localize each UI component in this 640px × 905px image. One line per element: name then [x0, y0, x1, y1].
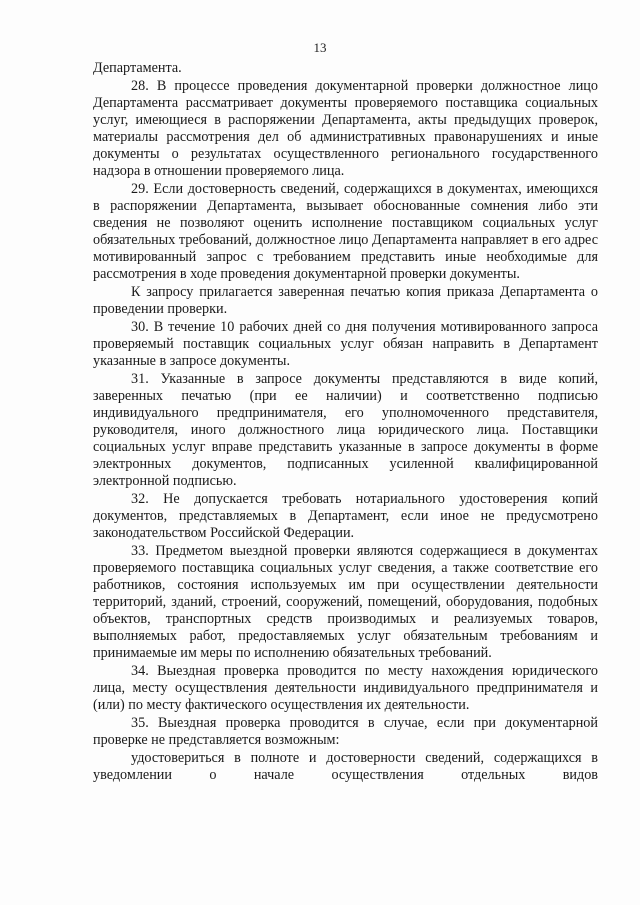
document-body: [93, 60, 598, 785]
page-number: 13: [313, 40, 327, 55]
paragraph-30: 30. В течение 10 рабочих дней со дня получения мотивированного запроса проверяемый поставщик социальных услуг обязан направить в Департамент указанные в запросе документы.: [93, 319, 598, 369]
paragraph-28: 28. В процессе проведения документарной проверки должностное лицо Департамента рассматривает документы проверяемого поставщика социальных услуг, имеющиеся в распоряжении Департамента, акты предыдущих проверок, материалы рассмотрения дел об административных правонарушениях и иные документы о результатах осуществленного регионального государственного надзора в отношении проверяемого лица.: [93, 78, 598, 179]
paragraph-31: 31. Указанные в запросе документы представляются в виде копий, заверенных печатью (при ее наличии) и соответственно подписью индивидуального предпринимателя, его уполномоченного представителя, руководителя, иного должностного лица юридического лица. Поставщики социальных услуг вправе представить указанные в запросе документы в форме электронных документов, подписанных усиленной квалифицированной электронной подписью.: [93, 371, 598, 489]
paragraph-35: 35. Выездная проверка проводится в случае, если при документарной проверке не представляется возможным:: [93, 715, 598, 748]
paragraph-34: 34. Выездная проверка проводится по месту нахождения юридического лица, месту осуществления деятельности индивидуального предпринимателя и (или) по месту фактического осуществления их деятельности.: [93, 663, 598, 713]
paragraph-29: 29. Если достоверность сведений, содержащихся в документах, имеющихся в распоряжении Департамента, вызывает обоснованные сомнения либо эти сведения не позволяют оценить исполнение поставщиком социальных услуг обязательных требований, должностное лицо Департамента направляет в его адрес мотивированный запрос с требованием представить иные необходимые для рассмотрения в ходе проведения документарной проверки документы.: [93, 181, 598, 282]
paragraph-32: 32. Не допускается требовать нотариального удостоверения копий документов, представляемых в Департамент, если иное не предусмотрено законодательством Российской Федерации.: [93, 491, 598, 541]
paragraph-33: 33. Предметом выездной проверки являются содержащиеся в документах проверяемого поставщика социальных услуг сведения, а также соответствие его работников, состояния используемых им при осуществлении деятельности территорий, зданий, строений, сооружений, помещений, оборудования, подобных объектов, транспортных средств производимых и реализуемых товаров, выполняемых работ, предоставляемых услуг обязательным требованиям и принимаемые им меры по исполнению обязательных требований.: [93, 543, 598, 661]
paragraph-35-item: удостовериться в полноте и достоверности сведений, содержащихся в уведомлении о начале осуществления отдельных видов: [93, 750, 598, 783]
paragraph-continuation: Департамента.: [93, 60, 182, 76]
paragraph-29-attachment: К запросу прилагается заверенная печатью копия приказа Департамента о проведении проверки.: [93, 284, 598, 317]
